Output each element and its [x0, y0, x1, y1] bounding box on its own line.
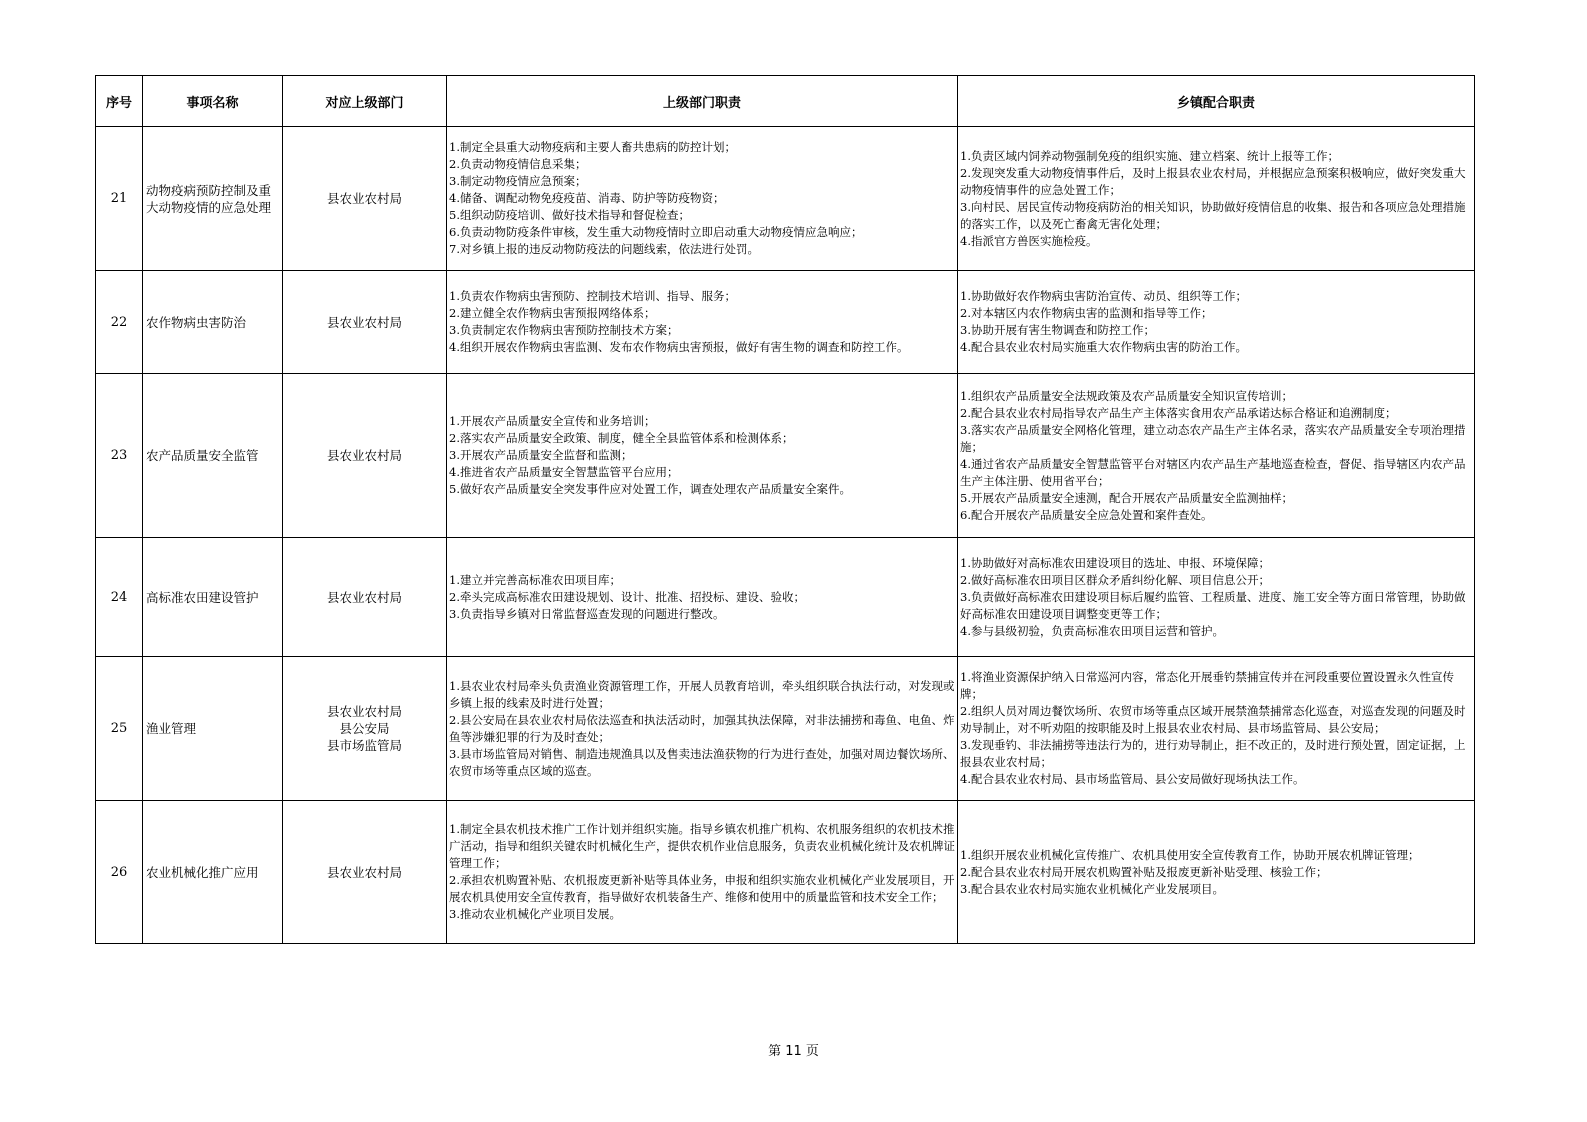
row-number: 24 [96, 538, 143, 657]
town-duty-item: 5.开展农产品质量安全速测，配合开展农产品质量安全监测抽样； [960, 490, 1293, 505]
duty-list [960, 388, 1472, 524]
department-cell [283, 657, 447, 801]
duty-list [960, 288, 1472, 356]
header-row [96, 76, 1475, 127]
town-duty-cell [958, 657, 1475, 801]
header-upper-duty: 上级部门职责 [447, 76, 958, 127]
upper-duty-item: 2.县公安局在县农业农村局依法巡查和执法活动时，加强其执法保障，对非法捕捞和毒鱼、电鱼、炸鱼等涉嫌犯罪的行为及时查处； [449, 712, 955, 744]
town-duty-item: 4.配合县农业农村局实施重大农作物病虫害的防治工作。 [960, 340, 1247, 354]
header-town-duty: 乡镇配合职责 [958, 76, 1475, 127]
town-duty-item: 1.负责区域内饲养动物强制免疫的组织实施、建立档案、统计上报等工作； [960, 148, 1339, 163]
table-row [96, 127, 1475, 271]
town-duty-cell [958, 271, 1475, 374]
upper-duty-item: 3.开展农产品质量安全监督和监测； [449, 448, 633, 462]
item-name: 农作物病虫害防治 [143, 271, 283, 374]
town-duty-item: 3.落实农产品质量安全网格化管理，建立动态农产品生产主体名录，落实农产品质量安全专项治理措施； [960, 422, 1466, 454]
department-cell [283, 538, 447, 657]
town-duty-cell [958, 538, 1475, 657]
upper-duty-item: 1.开展农产品质量安全宣传和业务培训； [449, 414, 656, 428]
upper-duty-item: 1.县农业农村局牵头负责渔业资源管理工作，开展人员教育培训，牵头组织联合执法行动，对发现或乡镇上报的线索及时进行处置； [449, 678, 955, 710]
upper-duty-item: 2.承担农机购置补贴、农机报废更新补贴等具体业务，申报和组织实施农业机械化产业发展项目，开展农机具使用安全宣传教育，指导做好农机装备生产、维修和使用中的质量监管和技术安全工作； [449, 873, 955, 904]
town-duty-item: 3.负责做好高标准农田建设项目标后履约监管、工程质量、进度、施工安全等方面日常管理，协助做好高标准农田建设项目调整变更等工作； [960, 589, 1466, 621]
item-name: 渔业管理 [143, 657, 283, 801]
upper-duty-cell [447, 801, 958, 944]
upper-duty-item: 4.储备、调配动物免疫疫苗、消毒、防护等防疫物资； [449, 191, 725, 205]
upper-duty-item: 2.落实农产品质量安全政策、制度，健全全县监管体系和检测体系； [449, 431, 794, 445]
table-body [96, 127, 1475, 944]
town-duty-item: 1.协助做好对高标准农田建设项目的选址、申报、环境保障； [960, 555, 1270, 570]
duty-list [960, 555, 1472, 640]
item-name: 农业机械化推广应用 [143, 801, 283, 944]
town-duty-item: 1.组织开展农业机械化宣传推广、农机具使用安全宣传教育工作，协助开展农机牌证管理； [960, 847, 1420, 862]
duty-list [449, 572, 955, 623]
table-row [96, 657, 1475, 801]
upper-duty-cell [447, 271, 958, 374]
table-row [96, 801, 1475, 944]
header-num: 序号 [96, 76, 143, 127]
town-duty-cell [958, 374, 1475, 538]
upper-duty-item: 2.建立健全农作物病虫害预报网络体系； [449, 306, 656, 320]
duty-list [960, 847, 1472, 898]
town-duty-item: 1.组织农产品质量安全法规政策及农产品质量安全知识宣传培训； [960, 388, 1293, 403]
town-duty-item: 2.做好高标准农田项目区群众矛盾纠纷化解、项目信息公开； [960, 572, 1270, 587]
duty-list [449, 139, 955, 258]
town-duty-item: 4.参与县级初验，负责高标准农田项目运营和管护。 [960, 623, 1224, 638]
department-cell [283, 271, 447, 374]
upper-duty-item: 2.牵头完成高标准农田建设规划、设计、批准、招投标、建设、验收； [449, 589, 805, 604]
town-duty-item: 4.指派官方兽医实施检疫。 [960, 233, 1098, 248]
department-cell [283, 374, 447, 538]
town-duty-item: 6.配合开展农产品质量安全应急处置和案件查处。 [960, 507, 1213, 522]
header-dept: 对应上级部门 [283, 76, 447, 127]
duty-table [95, 75, 1475, 944]
row-number: 22 [96, 271, 143, 374]
row-number: 25 [96, 657, 143, 801]
town-duty-item: 2.配合县农业农村局开展农机购置补贴及报废更新补贴受理、核验工作； [960, 864, 1328, 879]
row-number: 21 [96, 127, 143, 271]
town-duty-item: 1.将渔业资源保护纳入日常巡河内容，常态化开展垂钓禁捕宣传并在河段重要位置设置永久性宣传牌； [960, 670, 1454, 701]
duty-list [960, 148, 1472, 250]
department-name: 县农业农村局 [326, 314, 402, 330]
department-name: 县农业农村局 [326, 704, 402, 719]
upper-duty-item: 1.建立并完善高标准农田项目库； [449, 572, 621, 587]
duty-list [960, 669, 1472, 788]
department-name: 县农业农村局 [326, 448, 402, 463]
duty-list [449, 288, 955, 356]
town-duty-item: 4.配合县农业农村局、县市场监管局、县公安局做好现场执法工作。 [960, 772, 1305, 786]
department-name: 县农业农村局 [326, 589, 402, 605]
department-name: 县农业农村局 [326, 864, 402, 880]
department-name: 县公安局 [339, 721, 390, 736]
town-duty-cell [958, 127, 1475, 271]
upper-duty-item: 6.负责动物防疫条件审核，发生重大动物疫情时立即启动重大动物疫情应急响应； [449, 225, 863, 239]
item-name: 高标准农田建设管护 [143, 538, 283, 657]
upper-duty-item: 3.负责指导乡镇对日常监督巡查发现的问题进行整改。 [449, 606, 725, 621]
row-number: 23 [96, 374, 143, 538]
town-duty-item: 1.协助做好农作物病虫害防治宣传、动员、组织等工作； [960, 289, 1247, 303]
town-duty-cell [958, 801, 1475, 944]
row-number: 26 [96, 801, 143, 944]
town-duty-item: 2.配合县农业农村局指导农产品生产主体落实食用农产品承诺达标合格证和追溯制度； [960, 405, 1397, 420]
item-name: 农产品质量安全监管 [143, 374, 283, 538]
upper-duty-item: 5.做好农产品质量安全突发事件应对处置工作，调查处理农产品质量安全案件。 [449, 482, 851, 496]
duty-list [449, 678, 955, 780]
upper-duty-cell [447, 657, 958, 801]
upper-duty-cell [447, 374, 958, 538]
upper-duty-cell [447, 538, 958, 657]
department-cell [283, 127, 447, 271]
upper-duty-item: 3.负责制定农作物病虫害预防控制技术方案； [449, 323, 679, 337]
town-duty-item: 3.配合县农业农村局实施农业机械化产业发展项目。 [960, 881, 1224, 896]
header-name: 事项名称 [143, 76, 283, 127]
item-name: 动物疫病预防控制及重大动物疫情的应急处理 [143, 127, 283, 271]
upper-duty-item: 1.制定全县重大动物疫病和主要人畜共患病的防控计划； [449, 140, 736, 154]
town-duty-item: 4.通过省农产品质量安全智慧监管平台对辖区内农产品生产基地巡查检查，督促、指导辖区内农产品生产主体注册、使用省平台； [960, 456, 1466, 488]
duty-list [449, 821, 955, 923]
town-duty-item: 2.发现突发重大动物疫情事件后，及时上报县农业农村局，并根据应急预案积极响应，做好突发重大动物疫情事件的应急处置工作； [960, 165, 1466, 197]
page-number: 第 11 页 [768, 1044, 819, 1059]
table-row [96, 374, 1475, 538]
town-duty-item: 2.组织人员对周边餐饮场所、农贸市场等重点区域开展禁渔禁捕常态化巡查，对巡查发现的问题及时劝导制止，对不听劝阻的按职能及时上报县农业农村局、县市场监管局、县公安局； [960, 704, 1466, 735]
table-row [96, 271, 1475, 374]
table-row [96, 538, 1475, 657]
upper-duty-item: 4.推进省农产品质量安全智慧监管平台应用； [449, 465, 679, 479]
upper-duty-item: 5.组织动防疫培训、做好技术指导和督促检查； [449, 208, 690, 222]
upper-duty-cell [447, 127, 958, 271]
department-name: 县农业农村局 [326, 191, 402, 206]
town-duty-item: 3.发现垂钓、非法捕捞等违法行为的，进行劝导制止，拒不改正的，及时进行预处置，固定证据，上报县农业农村局； [960, 738, 1466, 769]
duty-list [449, 413, 955, 498]
upper-duty-item: 4.组织开展农作物病虫害监测、发布农作物病虫害预报，做好有害生物的调查和防控工作。 [449, 340, 909, 354]
town-duty-item: 3.向村民、居民宣传动物疫病防治的相关知识，协助做好疫情信息的收集、报告和各项应急处理措施的落实工作，以及死亡畜禽无害化处理； [960, 199, 1466, 231]
department-name: 县市场监管局 [326, 738, 402, 753]
upper-duty-item: 7.对乡镇上报的违反动物防疫法的问题线索，依法进行处罚。 [449, 242, 759, 256]
upper-duty-item: 3.县市场监管局对销售、制造违规渔具以及售卖违法渔获物的行为进行查处，加强对周边餐饮场所、农贸市场等重点区域的巡查。 [449, 746, 955, 778]
town-duty-item: 3.协助开展有害生物调查和防控工作； [960, 323, 1155, 337]
upper-duty-item: 3.制定动物疫情应急预案； [449, 174, 587, 188]
upper-duty-item: 3.推动农业机械化产业项目发展。 [449, 907, 621, 921]
town-duty-item: 2.对本辖区内农作物病虫害的监测和指导等工作； [960, 306, 1213, 320]
department-cell [283, 801, 447, 944]
upper-duty-item: 1.负责农作物病虫害预防、控制技术培训、指导、服务； [449, 289, 736, 303]
upper-duty-item: 1.制定全县农机技术推广工作计划并组织实施。指导乡镇农机推广机构、农机服务组织的农机技术推广活动，指导和组织关键农时机械化生产，提供农机作业信息服务，负责农业机械化统计及农机牌证管理工作； [449, 822, 955, 870]
upper-duty-item: 2.负责动物疫情信息采集； [449, 157, 587, 171]
